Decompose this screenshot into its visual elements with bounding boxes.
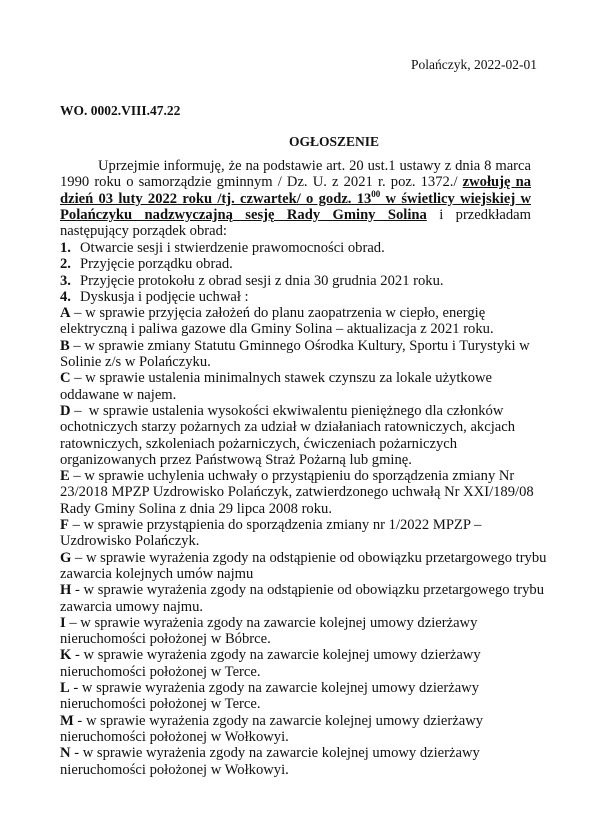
session-date-time: zwołuję na dzień 03 luty 2022 roku /tj. czwartek/ o godz. 13 xyxy=(60,174,532,207)
time-minutes-superscript: 00 xyxy=(371,188,381,199)
agenda-item: 1. Otwarcie sesji i stwierdzenie prawomocności obrad. xyxy=(60,240,385,256)
resolution-item: I – w sprawie wyrażenia zgody na zawarcie kolejnej umowy dzierżawy nieruchomości położonej w Bóbrce. xyxy=(60,614,478,648)
intro-text-2: i przedkładam następujący porządek obrad: xyxy=(60,206,532,240)
agenda-list xyxy=(60,240,550,778)
resolution-item: E – w sprawie uchylenia uchwały o przystąpieniu do sporządzenia zmiany Nr 23/2018 MPZP Uzdrowisko Polańczyk, zatwierdzonego uchwałą Nr XXI/189/08 Rady Gminy Solina z dnia 29 lipca 2008 roku. xyxy=(60,468,534,517)
resolution-item: M - w sprawie wyrażenia zgody na zawarcie kolejnej umowy dzierżawy nieruchomości położonej w Wołkowyi. xyxy=(60,712,484,745)
resolution-item: H - w sprawie wyrażenia zgody na odstąpienie od obowiązku przetargowego trybu zawarcia umowy najmu. xyxy=(60,582,545,615)
intro-text-1: Uprzejmie informuję, że na podstawie art. 20 ust.1 ustawy z dnia 8 marca 1990 roku o samorządzie gminnym / Dz. U. z 2021 r. poz. 1372./ xyxy=(60,158,531,191)
intro-paragraph xyxy=(60,158,531,239)
resolution-item: N - w sprawie wyrażenia zgody na zawarcie kolejnej umowy dzierżawy nieruchomości położonej w Wołkowyi. xyxy=(60,745,480,778)
agenda-item: 2. Przyjęcie porządku obrad. xyxy=(60,256,233,273)
session-location: w świetlicy wiejskiej w Polańczyku nadzwyczajną sesję Rady Gminy Solina xyxy=(60,190,531,223)
resolution-item: L - w sprawie wyrażenia zgody na zawarcie kolejnej umowy dzierżawy nieruchomości położonej w Terce. xyxy=(60,680,480,713)
agenda-item: 3. Przyjęcie protokołu z obrad sesji z dnia 30 grudnia 2021 roku. xyxy=(60,272,444,289)
resolution-item: C – w sprawie ustalenia minimalnych stawek czynszu za lokale użytkowe oddawane w najem. xyxy=(60,370,493,403)
agenda-item: 4. Dyskusja i podjęcie uchwał : xyxy=(60,288,249,305)
resolution-item: G – w sprawie wyrażenia zgody na odstąpienie od obowiązku przetargowego trybu zawarcia kolejnych umów najmu xyxy=(60,549,547,582)
resolution-item: A – w sprawie przyjęcia założeń do planu zaopatrzenia w ciepło, energię elektryczną i paliwa gazowe dla Gminy Solina – aktualizacja z 2021 roku. xyxy=(60,305,494,338)
reference-number: WO. 0002.VIII.47.22 xyxy=(60,103,181,118)
resolution-item: B – w sprawie zmiany Statutu Gminnego Ośrodka Kultury, Sportu i Turystyki w Solinie z/s w Polańczyku. xyxy=(60,337,530,371)
resolution-item: D – w sprawie ustalenia wysokości ekwiwalentu pieniężnego dla członków ochotniczych starzy pożarnych za udział w działaniach ratowniczych, akcjach ratowniczych, szkoleniach pożarniczych, ćwiczeniach pożarniczych organizowanych przez Państwową Straż Pożarną lub gminę. xyxy=(60,402,516,468)
resolution-item: K - w sprawie wyrażenia zgody na zawarcie kolejnej umowy dzierżawy nieruchomości położonej w Terce. xyxy=(60,647,481,680)
document-title: OGŁOSZENIE xyxy=(288,134,380,149)
place-date: Polańczyk, 2022-02-01 xyxy=(411,57,537,72)
resolution-item: F – w sprawie przystąpienia do sporządzenia zmiany nr 1/2022 MPZP – Uzdrowisko Polańczyk. xyxy=(60,517,482,550)
